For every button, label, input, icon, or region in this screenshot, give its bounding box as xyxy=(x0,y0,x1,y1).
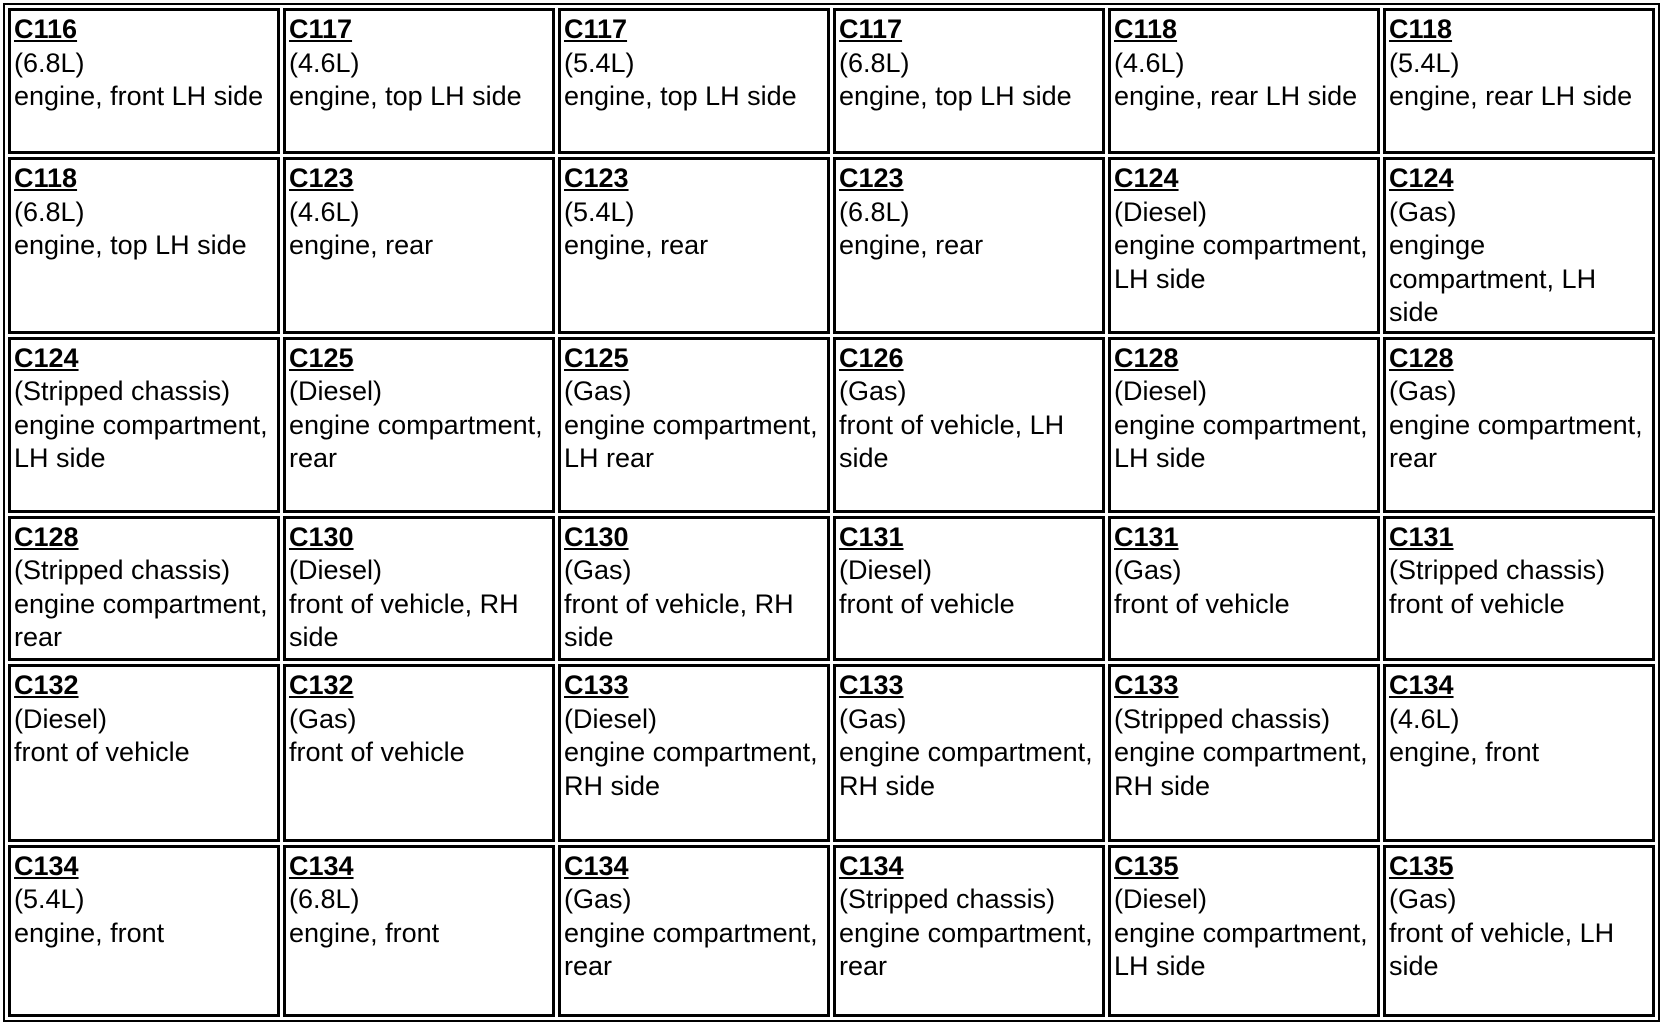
connector-code: C126 xyxy=(839,342,904,373)
connector-cell xyxy=(833,664,1105,841)
connector-location: engine, front LH side xyxy=(14,81,264,111)
connector-variant: (Diesel) xyxy=(14,703,108,734)
connector-cell xyxy=(833,516,1105,661)
connector-code: C134 xyxy=(14,850,79,881)
connector-location: engine, front xyxy=(1389,737,1540,768)
connector-variant: (Gas) xyxy=(289,703,357,734)
connector-variant: (Stripped chassis) xyxy=(1389,555,1606,586)
connector-code: C117 xyxy=(289,14,353,44)
table-row xyxy=(8,516,1655,661)
connector-variant: (Stripped chassis) xyxy=(14,376,231,407)
connector-location: front of vehicle, RH side xyxy=(564,588,794,653)
connector-location: front of vehicle xyxy=(1114,588,1290,619)
connector-variant: (4.6L) xyxy=(1389,703,1460,734)
connector-cell xyxy=(1383,157,1655,333)
connector-cell xyxy=(1383,516,1655,661)
connector-location: engine, rear LH side xyxy=(1114,81,1358,111)
connector-code: C125 xyxy=(289,342,354,373)
connector-location: engine compartment, RH side xyxy=(839,737,1093,801)
connector-cell xyxy=(8,845,280,1017)
connector-code: C132 xyxy=(289,670,354,701)
connector-cell xyxy=(283,157,555,333)
connector-variant: (Gas) xyxy=(1389,376,1457,407)
connector-location-table xyxy=(3,3,1660,1022)
connector-cell xyxy=(8,8,280,154)
connector-cell xyxy=(1383,8,1655,154)
connector-cell xyxy=(283,516,555,661)
connector-location: engine compartment, LH side xyxy=(1114,409,1368,474)
connector-variant: (Gas) xyxy=(1114,555,1182,586)
connector-code: C130 xyxy=(564,521,629,552)
connector-code: C135 xyxy=(1114,850,1179,881)
connector-code: C128 xyxy=(1389,342,1454,373)
connector-cell xyxy=(283,845,555,1017)
connector-code: C118 xyxy=(1114,14,1178,44)
connector-cell xyxy=(8,337,280,513)
connector-code: C117 xyxy=(564,14,628,44)
connector-cell xyxy=(1108,8,1380,154)
connector-code: C131 xyxy=(1389,521,1454,552)
connector-cell xyxy=(8,157,280,333)
connector-code: C124 xyxy=(1389,163,1454,194)
connector-variant: (Gas) xyxy=(839,703,907,734)
connector-variant: (4.6L) xyxy=(289,196,360,227)
connector-cell xyxy=(558,157,830,333)
table-row xyxy=(8,337,1655,513)
connector-variant: (Gas) xyxy=(1389,196,1457,227)
connector-variant: (Diesel) xyxy=(839,555,933,586)
connector-variant: (Stripped chassis) xyxy=(1114,703,1331,734)
connector-variant: (5.4L) xyxy=(14,884,85,915)
connector-location: engine, rear xyxy=(839,230,984,261)
connector-location: engine compartment, LH side xyxy=(1114,230,1368,294)
connector-location: engine, rear xyxy=(564,230,709,261)
connector-cell xyxy=(1108,337,1380,513)
connector-code: C123 xyxy=(289,163,354,194)
connector-code: C118 xyxy=(1389,14,1453,44)
connector-cell xyxy=(833,337,1105,513)
connector-variant: (Diesel) xyxy=(1114,196,1208,227)
connector-variant: (Diesel) xyxy=(1114,376,1208,407)
connector-code: C117 xyxy=(839,14,903,44)
connector-code: C118 xyxy=(14,163,78,194)
connector-location: engine compartment, rear xyxy=(289,409,543,474)
connector-code: C125 xyxy=(564,342,629,373)
connector-variant: (Gas) xyxy=(839,376,907,407)
connector-variant: (Gas) xyxy=(564,555,632,586)
connector-cell xyxy=(1108,157,1380,333)
connector-cell xyxy=(8,516,280,661)
connector-cell xyxy=(833,8,1105,154)
connector-code: C128 xyxy=(1114,342,1179,373)
connector-location: engine, rear xyxy=(289,230,434,261)
table-row xyxy=(8,157,1655,333)
connector-variant: (Diesel) xyxy=(289,555,383,586)
connector-variant: (Stripped chassis) xyxy=(14,555,231,586)
connector-location: engine, top LH side xyxy=(14,230,247,261)
connector-variant: (5.4L) xyxy=(1389,47,1460,78)
table-row xyxy=(8,845,1655,1017)
connector-code: C133 xyxy=(1114,670,1179,701)
connector-cell xyxy=(1108,845,1380,1017)
connector-location: engine compartment, rear xyxy=(564,917,818,982)
connector-cell xyxy=(558,8,830,154)
connector-code: C135 xyxy=(1389,850,1454,881)
connector-location: engine compartment, LH side xyxy=(1114,917,1368,982)
connector-variant: (6.8L) xyxy=(839,196,910,227)
connector-location: engine, top LH side xyxy=(839,81,1072,111)
connector-location: front of vehicle, LH side xyxy=(839,409,1065,474)
connector-table-body xyxy=(8,8,1655,1017)
connector-variant: (6.8L) xyxy=(14,196,85,227)
connector-location: front of vehicle, RH side xyxy=(289,588,519,653)
connector-code: C124 xyxy=(1114,163,1179,194)
connector-cell xyxy=(1383,845,1655,1017)
table-row xyxy=(8,8,1655,154)
connector-cell xyxy=(1383,337,1655,513)
connector-code: C130 xyxy=(289,521,354,552)
connector-variant: (6.8L) xyxy=(14,47,85,78)
connector-code: C116 xyxy=(14,14,78,44)
connector-variant: (Gas) xyxy=(564,884,632,915)
connector-cell xyxy=(833,157,1105,333)
connector-code: C132 xyxy=(14,670,79,701)
connector-cell xyxy=(833,845,1105,1017)
connector-location: engine, top LH side xyxy=(289,81,522,111)
connector-variant: (Diesel) xyxy=(1114,884,1208,915)
connector-location: engine, front xyxy=(14,917,165,948)
connector-cell xyxy=(1108,516,1380,661)
connector-location: engine, rear LH side xyxy=(1389,81,1633,111)
connector-cell xyxy=(1108,664,1380,841)
connector-cell xyxy=(558,845,830,1017)
connector-cell xyxy=(558,664,830,841)
connector-code: C124 xyxy=(14,342,79,373)
connector-location: engine, top LH side xyxy=(564,81,797,111)
connector-location: engine compartment, rear xyxy=(14,588,268,653)
connector-cell xyxy=(8,664,280,841)
connector-variant: (Diesel) xyxy=(289,376,383,407)
connector-variant: (Stripped chassis) xyxy=(839,884,1056,915)
connector-code: C134 xyxy=(289,850,354,881)
connector-variant: (5.4L) xyxy=(564,196,635,227)
connector-location: engine compartment, rear xyxy=(839,917,1093,982)
connector-code: C134 xyxy=(839,850,904,881)
connector-cell xyxy=(558,516,830,661)
connector-variant: (4.6L) xyxy=(1114,47,1185,78)
connector-variant: (Gas) xyxy=(1389,884,1457,915)
connector-code: C134 xyxy=(564,850,629,881)
connector-location: engine compartment, LH rear xyxy=(564,409,818,474)
table-row xyxy=(8,664,1655,841)
connector-location: front of vehicle xyxy=(839,588,1015,619)
connector-code: C133 xyxy=(839,670,904,701)
connector-location: engine compartment, RH side xyxy=(564,737,818,801)
connector-location: enginge compartment, LH side xyxy=(1389,230,1597,328)
connector-code: C123 xyxy=(839,163,904,194)
connector-cell xyxy=(558,337,830,513)
connector-code: C134 xyxy=(1389,670,1454,701)
connector-location: front of vehicle xyxy=(14,737,190,768)
connector-variant: (6.8L) xyxy=(839,47,910,78)
connector-location: front of vehicle, LH side xyxy=(1389,917,1615,982)
connector-location: front of vehicle xyxy=(289,737,465,768)
connector-variant: (6.8L) xyxy=(289,884,360,915)
connector-cell xyxy=(1383,664,1655,841)
connector-variant: (5.4L) xyxy=(564,47,635,78)
connector-location: engine compartment, LH side xyxy=(14,409,268,474)
connector-location: front of vehicle xyxy=(1389,588,1565,619)
connector-cell xyxy=(283,664,555,841)
connector-code: C123 xyxy=(564,163,629,194)
connector-variant: (Diesel) xyxy=(564,703,658,734)
connector-cell xyxy=(283,337,555,513)
connector-code: C133 xyxy=(564,670,629,701)
connector-location: engine compartment, RH side xyxy=(1114,737,1368,801)
connector-variant: (4.6L) xyxy=(289,47,360,78)
connector-location: engine, front xyxy=(289,917,440,948)
connector-cell xyxy=(283,8,555,154)
connector-code: C128 xyxy=(14,521,79,552)
connector-code: C131 xyxy=(839,521,904,552)
connector-code: C131 xyxy=(1114,521,1179,552)
connector-location: engine compartment, rear xyxy=(1389,409,1643,474)
connector-variant: (Gas) xyxy=(564,376,632,407)
